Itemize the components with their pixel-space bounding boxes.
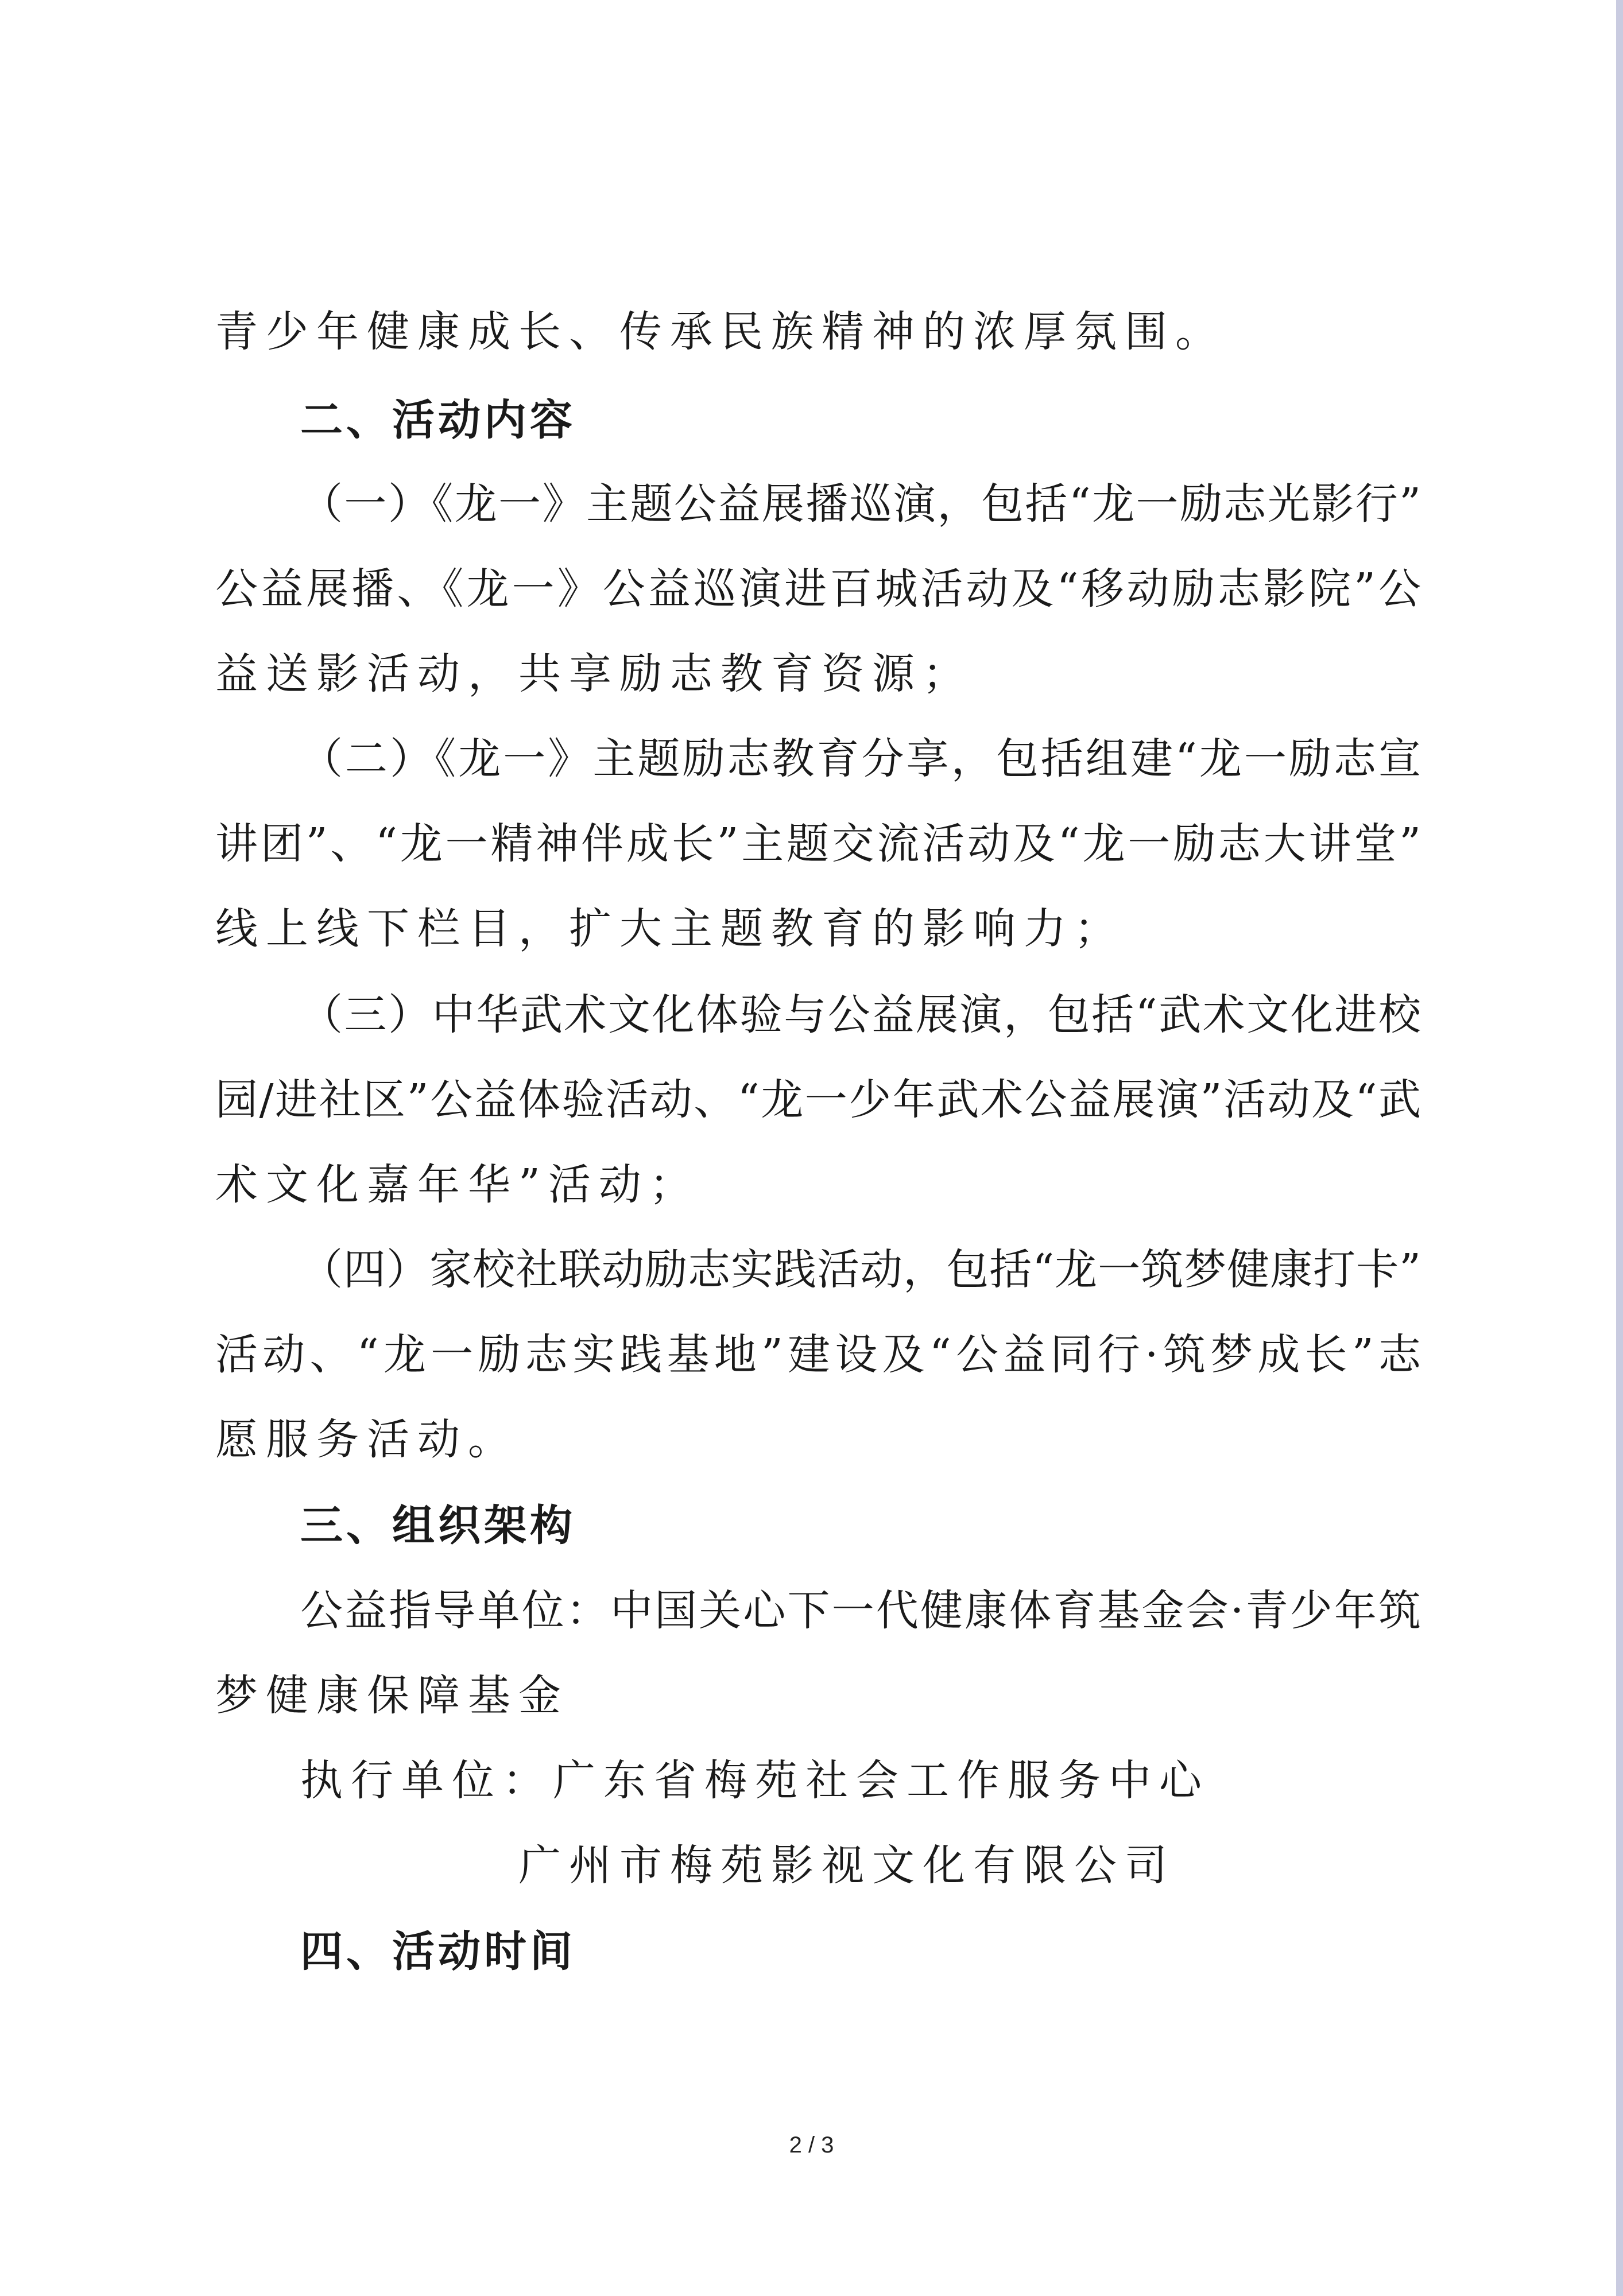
paragraph-line: （四）家校社联动励志实践活动，包括“龙一筑梦健康打卡”: [300, 1245, 1421, 1294]
paragraph-line: 广州市梅苑影视文化有限公司: [518, 1841, 1175, 1890]
page-number: 2 / 3: [789, 2132, 834, 2158]
paragraph-line: 园/进社区”公益体验活动、“龙一少年武术公益展演”活动及“武: [215, 1075, 1421, 1124]
paragraph-line: （一）《龙一》主题公益展播巡演，包括“龙一励志光影行”: [300, 479, 1421, 529]
paragraph-line: 公益指导单位：中国关心下一代健康体育基金会·青少年筑: [300, 1586, 1421, 1635]
paragraph-line: 梦健康保障基金: [215, 1671, 569, 1720]
paragraph-line: 讲团”、“龙一精神伴成长”主题交流活动及“龙一励志大讲堂”: [215, 819, 1421, 868]
paragraph-line: 术文化嘉年华”活动；: [215, 1160, 700, 1209]
paragraph-line: 执行单位：广东省梅苑社会工作服务中心: [300, 1756, 1210, 1805]
section-heading: 三、组织架构: [300, 1501, 576, 1550]
paragraph-line: （二）《龙一》主题励志教育分享，包括组建“龙一励志宣: [300, 734, 1421, 784]
paragraph-line: 益送影活动，共享励志教育资源；: [215, 649, 973, 699]
paragraph-line: （三）中华武术文化体验与公益展演，包括“武术文化进校: [300, 990, 1421, 1040]
paragraph-line: 愿服务活动。: [215, 1415, 518, 1464]
section-heading: 四、活动时间: [300, 1927, 576, 1976]
paragraph-line: 活动、“龙一励志实践基地”建设及“公益同行·筑梦成长”志: [215, 1330, 1421, 1379]
paragraph-line: 公益展播、《龙一》公益巡演进百城活动及“移动励志影院”公: [215, 564, 1421, 614]
paragraph-line: 青少年健康成长、传承民族精神的浓厚氛围。: [215, 307, 1226, 356]
paragraph-line: 线上线下栏目，扩大主题教育的影响力；: [215, 904, 1125, 953]
section-heading: 二、活动内容: [300, 395, 576, 445]
scan-page-edge: [1616, 0, 1623, 2296]
